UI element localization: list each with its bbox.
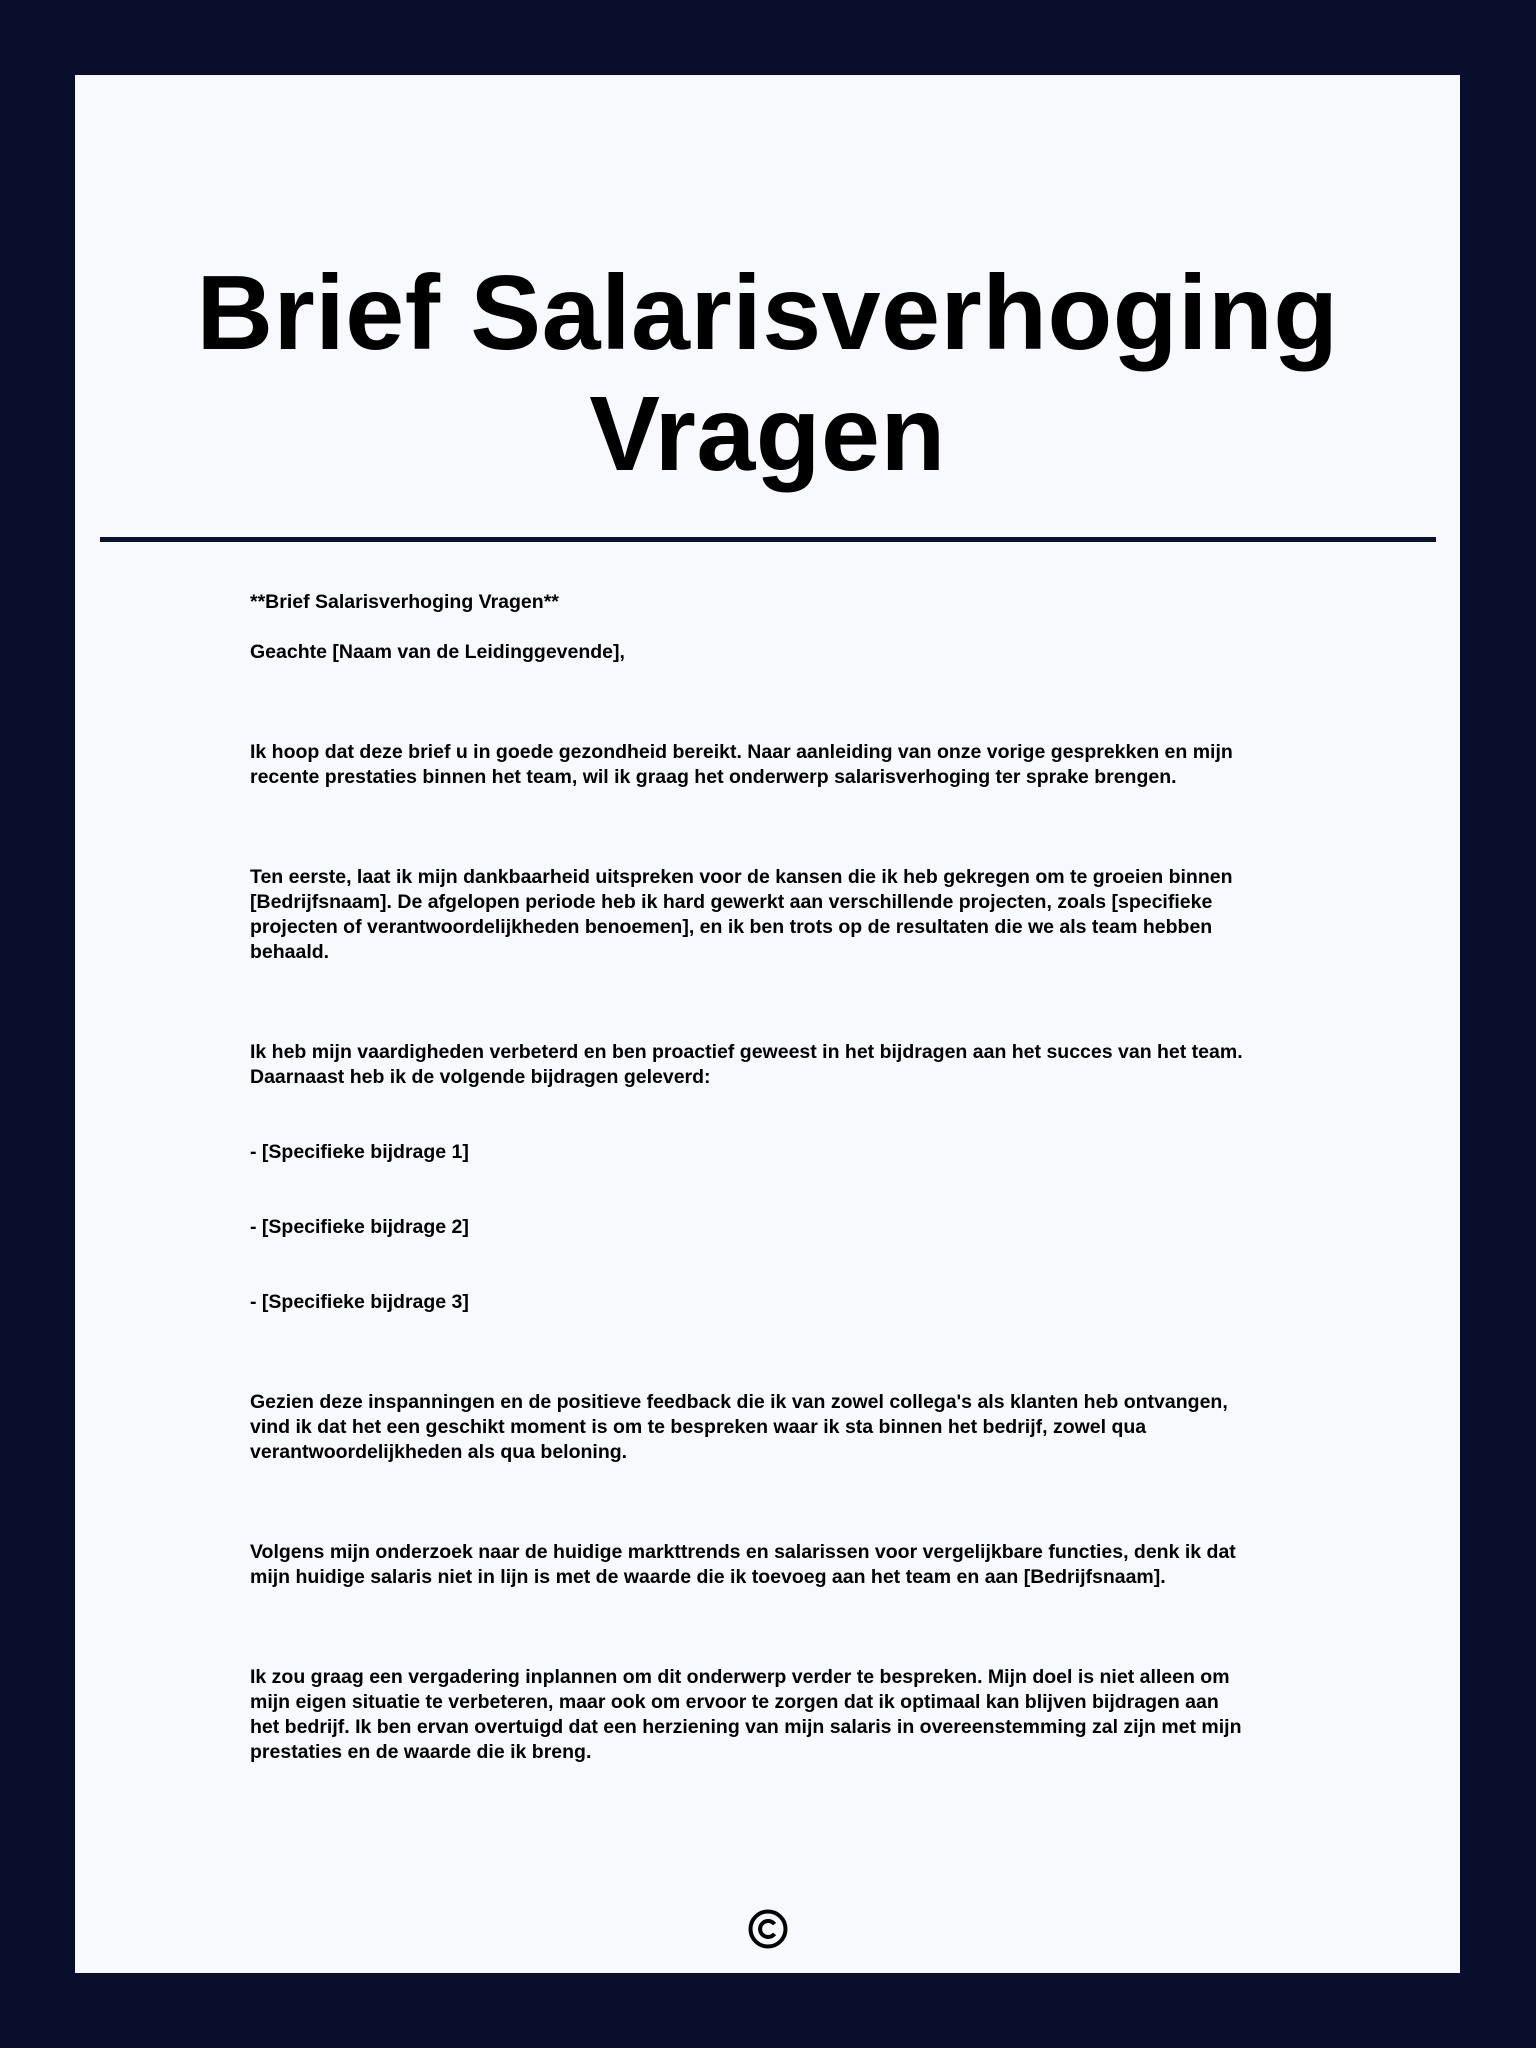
paragraph-feedback: Gezien deze inspanningen en de positieve feedback die ik van zowel collega's als klanten heb ontvangen, vind ik dat het een geschikt moment is om te bespreken waar ik sta binnen het bedrijf, zowel qua verantwoordelijkheden als qua beloning. [250, 1391, 1228, 1463]
paragraph-skills: Ik heb mijn vaardigheden verbeterd en ben proactief geweest in het bijdragen aan het succes van het team. Daarnaast heb ik de volgende bijdragen geleverd: [250, 1041, 1243, 1088]
list-item-contribution-1: - [Specifieke bijdrage 1] [250, 1141, 469, 1163]
paragraph-gratitude: Ten eerste, laat ik mijn dankbaarheid uitspreken voor de kansen die ik heb gekregen om te groeien binnen [Bedrijfsnaam]. De afgelopen periode heb ik hard gewerkt aan verschillende projecten, zoals [specifieke projecten of verantwoordelijkheden benoemen], en ik ben trots op de resultaten die we als team hebben behaald. [250, 866, 1233, 963]
copyright-icon [747, 1908, 789, 1950]
document-page [75, 75, 1460, 1973]
paragraph-market-research: Volgens mijn onderzoek naar de huidige markttrends en salarissen voor vergelijkbare functies, denk ik dat mijn huidige salaris niet in lijn is met de waarde die ik toevoeg aan het team en aan [Bedrijfsnaam]. [250, 1541, 1236, 1588]
document-title [75, 253, 1460, 495]
list-item-contribution-2: - [Specifieke bijdrage 2] [250, 1216, 469, 1238]
letter-salutation: Geachte [Naam van de Leidinggevende], [250, 641, 625, 663]
title-divider [100, 537, 1436, 542]
title-line-2: Vragen [589, 375, 946, 493]
letter-heading: **Brief Salarisverhoging Vragen** [250, 591, 559, 613]
paragraph-meeting-request: Ik zou graag een vergadering inplannen om dit onderwerp verder te bespreken. Mijn doel is niet alleen om mijn eigen situatie te verbeteren, maar ook om ervoor te zorgen dat ik optimaal kan blijven bijdragen aan het bedrijf. Ik ben ervan overtuigd dat een herziening van mijn salaris in overeenstemming zal zijn met mijn prestaties en de waarde die ik breng. [250, 1666, 1242, 1763]
list-item-contribution-3: - [Specifieke bijdrage 3] [250, 1291, 469, 1313]
paragraph-intro: Ik hoop dat deze brief u in goede gezondheid bereikt. Naar aanleiding van onze vorige gesprekken en mijn recente prestaties binnen het team, wil ik graag het onderwerp salarisverhoging ter sprake brengen. [250, 741, 1233, 788]
title-line-1: Brief Salarisverhoging [196, 254, 1339, 372]
